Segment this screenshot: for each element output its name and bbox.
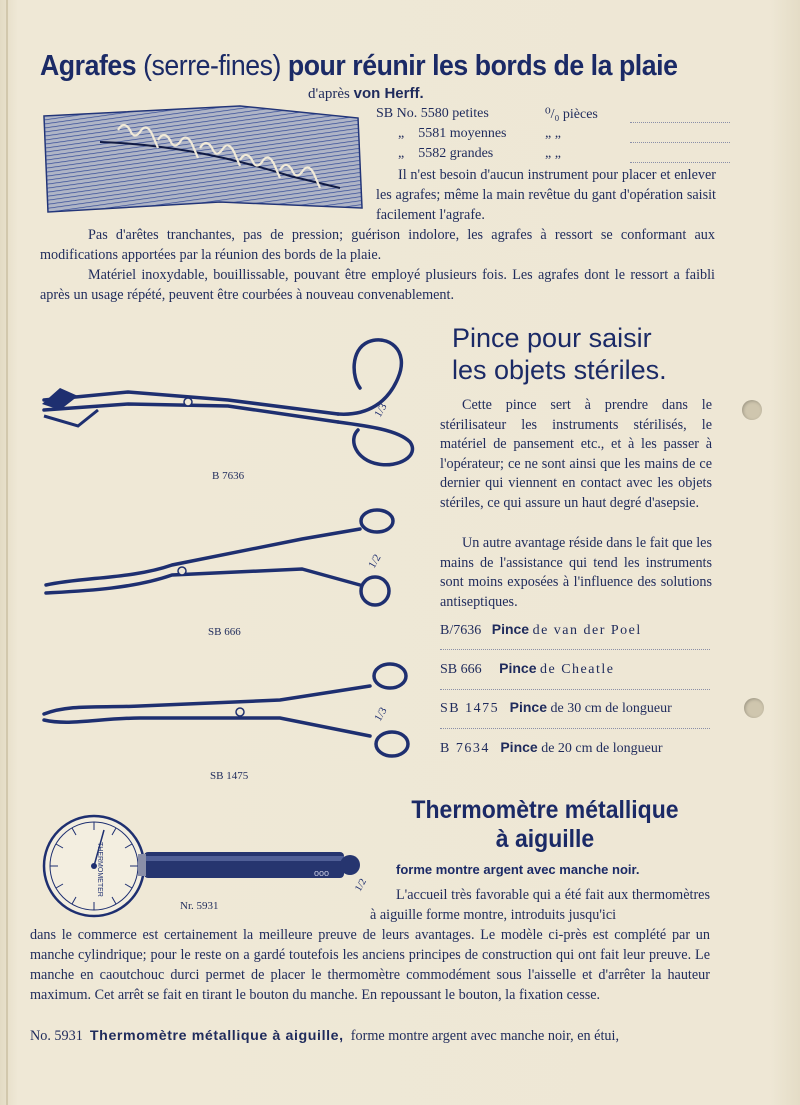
page-edge	[6, 0, 8, 1105]
binder-hole	[744, 698, 764, 718]
agrafe-item-row: „ 5581 moyennes	[398, 126, 507, 141]
caption-sb666: SB 666	[208, 626, 241, 638]
agrafe-item-unit: „ „	[545, 146, 561, 161]
pince-para-1: Cette pince sert à prendre dans le stérilisateur les instruments stérilisés, le matériel de pansement etc., et à les passer à l'opérateur; ce ne sont ainsi que les mains de ce dernier qui viennent en contact avec les objets stériles, ce qui assure un haut degré d'asepsie.	[440, 397, 712, 511]
dial-label: THERMOMETER	[96, 842, 103, 897]
price-dots	[440, 728, 710, 729]
forceps-sb666-illustration	[42, 505, 402, 625]
pince-title: Pince pour saisir les objets stériles.	[452, 323, 667, 385]
product-row: B 7634 Pince de 20 cm de longueur	[440, 739, 663, 756]
skin-clips-illustration	[40, 104, 365, 214]
agrafes-para-2: Matériel inoxydable, bouillissable, pouvant être employé plusieurs fois. Les agrafes dont le ressort a faibli après un usage répété, peuvent être courbées à nouveau convenablement.	[40, 267, 715, 303]
forceps-sb1475-illustration	[40, 656, 420, 776]
price-dots	[630, 122, 730, 123]
product-row: SB 666 Pince de Cheatle	[440, 660, 615, 677]
agrafes-para-1: Pas d'arêtes tranchantes, pas de pression; guérison indolore, les agrafes à ressort se conformant aux modifications apportées par la réunion des bords de la plaie.	[40, 227, 715, 263]
agrafe-item-row: SB No. 5580 petites	[376, 106, 489, 121]
price-dots	[440, 689, 710, 690]
caption-5931: Nr. 5931	[180, 900, 219, 912]
svg-text:1/2: 1/2	[353, 876, 369, 894]
pince-para-2: Un autre avantage réside dans le fait que les mains de l'assistance qui tend les instruments sont moins exposées à l'influence des solutions antiseptiques.	[440, 535, 712, 610]
svg-text:1/2: 1/2	[366, 552, 384, 571]
agrafe-item-unit: ⁰/₀ pièces	[545, 107, 598, 122]
thermo-title: Thermomètre métallique à aiguille	[411, 796, 679, 853]
product-row: B/7636 Pince de van der Poel	[440, 621, 642, 638]
svg-text:1/3: 1/3	[372, 401, 390, 420]
price-dots	[440, 649, 710, 650]
agrafe-item-row: „ 5582 grandes	[398, 146, 494, 161]
binder-hole	[742, 400, 762, 420]
svg-text:1/3: 1/3	[372, 705, 390, 724]
caption-sb1475: SB 1475	[210, 770, 249, 782]
agrafes-para-right: Il n'est besoin d'aucun instrument pour placer et enlever les agrafes; même la main revêtue du gant d'opération saisit facilement l'agrafe.	[376, 167, 716, 223]
agrafe-item-unit: „ „	[545, 126, 561, 141]
agrafes-subtitle: d'après von Herff.	[308, 85, 424, 102]
price-dots	[630, 142, 730, 143]
product-row: SB 1475 Pince de 30 cm de longueur	[440, 699, 672, 716]
thermo-order-row: No. 5931 Thermomètre métallique à aiguille, forme montre argent avec manche noir, en étui,	[30, 1028, 620, 1044]
price-dots	[630, 162, 730, 163]
caption-b7636: B 7636	[212, 470, 245, 482]
forceps-b7636-illustration	[38, 330, 428, 470]
thermo-para-lead: L'accueil très favorable qui a été fait aux thermomètres à aiguille forme montre, introduits jusqu'ici	[370, 887, 710, 923]
thermo-subtitle: forme montre argent avec manche noir.	[396, 862, 640, 877]
svg-text:ooo: ooo	[314, 868, 330, 878]
thermo-para-body: dans le commerce est certainement la meilleure preuve de leurs avantages. Le modèle ci-près est complété par un manche cylindrique; pour le reste on a gardé toutefois les anciens principes de construction qui ont fait leur preuve. Le manche en caoutchouc durci permet de placer le thermomètre commodément sous l'aisselle et d'arrêter la hauteur maximum. Cet arrêt se fait en tirant le bouton du manche. En repoussant le bouton, la fixation cesse.	[30, 927, 710, 1003]
agrafes-title: Agrafes (serre-fines) pour réunir les bords de la plaie	[40, 50, 678, 82]
